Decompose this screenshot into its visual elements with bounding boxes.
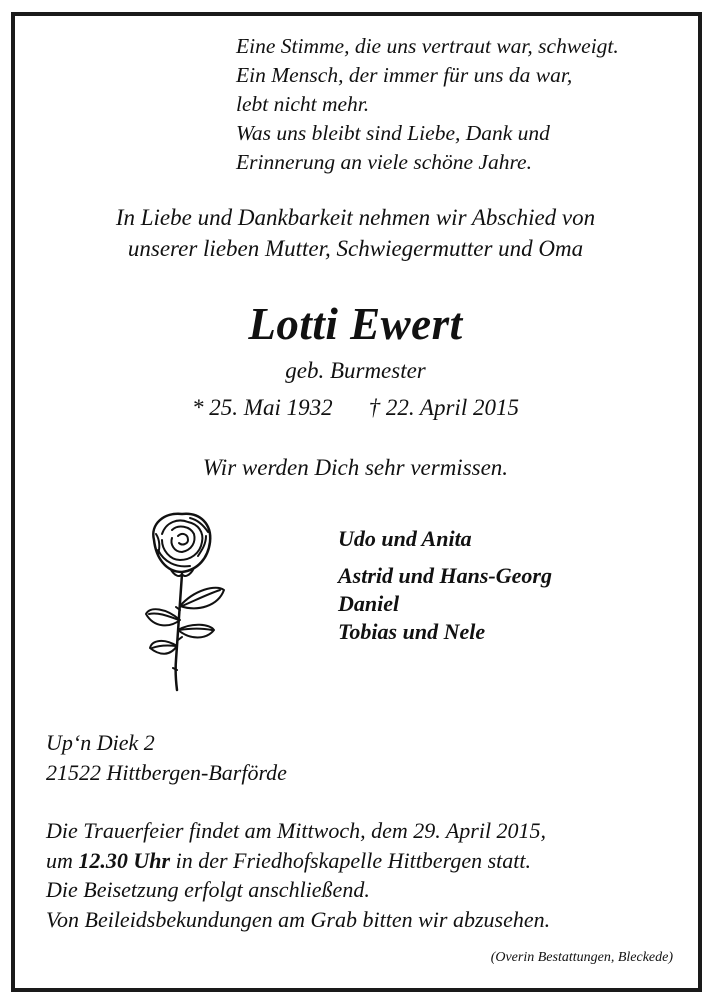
intro-line: In Liebe und Dankbarkeit nehmen wir Abschied von [115, 205, 596, 230]
funeral-text: in der Friedhofskapelle Hittbergen statt. [170, 847, 531, 873]
funeral-details [46, 816, 550, 934]
life-dates [0, 392, 711, 424]
poem-line: Was uns bleibt sind Liebe, Dank und [236, 121, 550, 145]
birth-date: * 25. Mai 1932 [192, 395, 333, 420]
address [46, 728, 287, 788]
funeral-line: Von Beileidsbekundungen am Grab bitten wir abzusehen. [46, 906, 551, 932]
poem-line: Eine Stimme, die uns vertraut war, schweigt. [236, 34, 619, 58]
funeral-time: 12.30 Uhr [78, 847, 171, 873]
rose-icon [132, 510, 242, 692]
undertaker-credit: (Overin Bestattungen, Bleckede) [490, 950, 673, 965]
mourner-name: Daniel [338, 591, 400, 616]
death-date: † 22. April 2015 [368, 395, 519, 420]
deceased-name: Lotti Ewert [248, 299, 463, 349]
birth-name: geb. Burmester [285, 358, 426, 383]
mourner-name: Tobias und Nele [338, 619, 486, 644]
poem-line: Erinnerung an viele schöne Jahre. [236, 150, 532, 174]
mourner-name: Astrid und Hans-Georg [338, 563, 552, 588]
address-city: 21522 Hittbergen-Barförde [46, 760, 287, 785]
poem-line: lebt nicht mehr. [236, 92, 370, 116]
poem [236, 32, 619, 177]
mourners-list [338, 524, 552, 646]
poem-line: Ein Mensch, der immer für uns da war, [236, 63, 573, 87]
funeral-line: Die Beisetzung erfolgt anschließend. [46, 877, 370, 902]
funeral-text: um [46, 847, 79, 873]
address-street: Up‘n Diek 2 [46, 730, 155, 755]
funeral-line [46, 846, 550, 876]
farewell-line: Wir werden Dich sehr vermissen. [202, 455, 509, 480]
intro-line: unserer lieben Mutter, Schwiegermutter und Oma [127, 236, 584, 261]
intro-text [0, 202, 711, 264]
mourner-name: Udo und Anita [338, 526, 472, 551]
funeral-line: Die Trauerfeier findet am Mittwoch, dem 29. April 2015, [46, 818, 547, 843]
